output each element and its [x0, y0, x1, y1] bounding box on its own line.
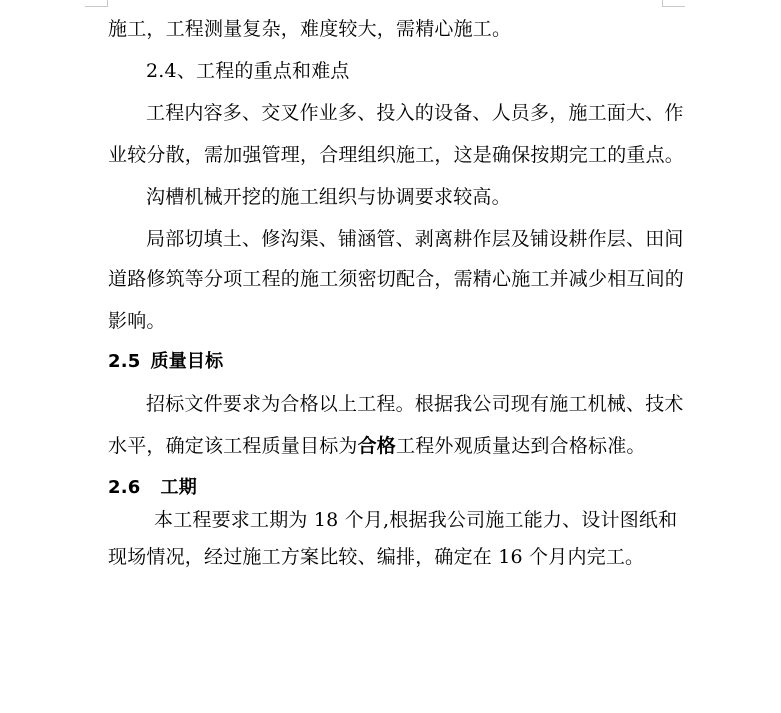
- section-2-6-heading: [108, 476, 197, 500]
- paragraph-2-6-line-1: 本工程要求工期为 18 个月,根据我公司施工能力、设计图纸和: [154, 509, 678, 531]
- section-2-6-number: 2.6: [108, 477, 141, 498]
- margin-corner-mark-right: [662, 0, 685, 7]
- paragraph-2-4-a-line-2: 业较分散，需加强管理，合理组织施工，这是确保按期完工的重点。: [108, 144, 685, 166]
- margin-corner-mark-left: [85, 0, 108, 7]
- paragraph-2-4-a-line-1: 工程内容多、交叉作业多、投入的设备、人员多，施工面大、作: [146, 102, 684, 124]
- section-2-6-title: 工期: [160, 477, 197, 498]
- paragraph-2-4-c-line-3: 影响。: [108, 310, 166, 332]
- paragraph-2-5-line-2: [108, 434, 646, 458]
- paragraph-continuation: 施工，工程测量复杂，难度较大，需精心施工。: [108, 18, 512, 40]
- section-2-5-title: 质量目标: [150, 351, 224, 372]
- paragraph-2-4-c-line-1: 局部切填土、修沟渠、铺涵管、剥离耕作层及铺设耕作层、田间: [146, 228, 684, 250]
- section-2-5-number: 2.5: [108, 351, 141, 372]
- paragraph-2-5-line-1: 招标文件要求为合格以上工程。根据我公司现有施工机械、技术: [146, 393, 684, 415]
- paragraph-2-6-line-2: 现场情况，经过施工方案比较、编排，确定在 16 个月内完工。: [108, 546, 645, 568]
- paragraph-2-4-b: 沟槽机械开挖的施工组织与协调要求较高。: [146, 186, 511, 208]
- paragraph-2-5-line-2-tail: 工程外观质量达到合格标准。: [396, 435, 646, 457]
- section-2-4-heading: 2.4、工程的重点和难点: [146, 60, 350, 82]
- quality-target-bold: 合格: [357, 435, 397, 457]
- section-2-5-heading: [108, 350, 223, 374]
- paragraph-2-5-line-2-text: 水平，确定该工程质量目标为: [108, 435, 358, 457]
- paragraph-2-4-c-line-2: 道路修筑等分项工程的施工须密切配合，需精心施工并减少相互间的: [108, 268, 685, 290]
